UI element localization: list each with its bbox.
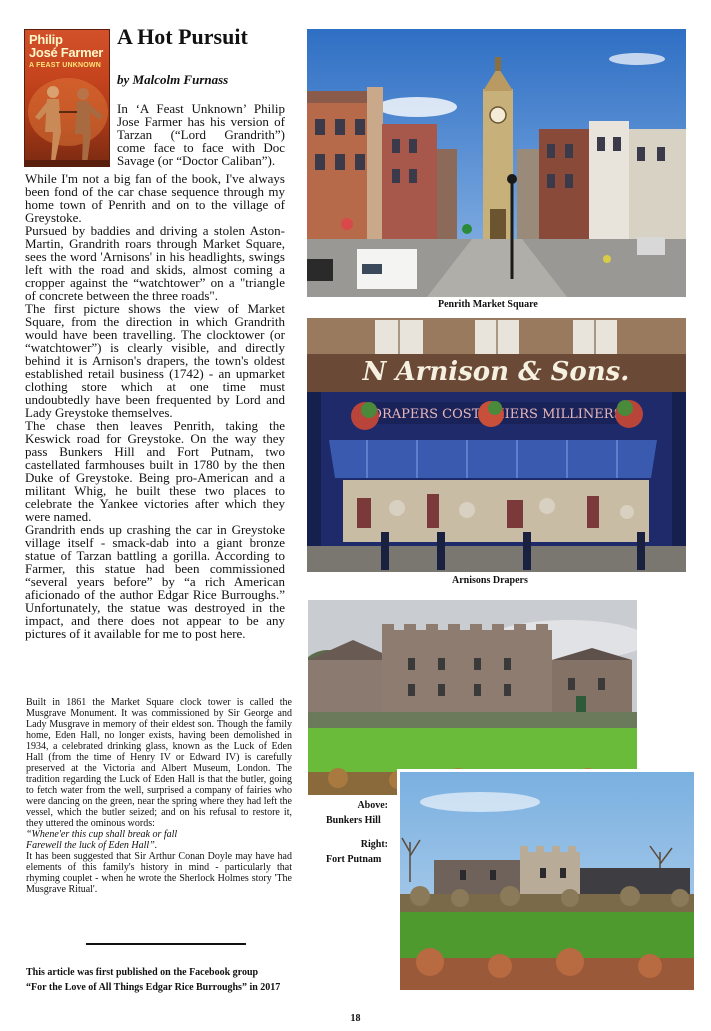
shop-sign-text: N Arnison & Sons. bbox=[362, 357, 630, 387]
article-paragraph: The chase then leaves Penrith, taking the Keswick road for Greystoke. On the way they pass Bunkers Hill and Fort Putnam, two castellated farmhouses built in 1780 by the then Duke of Greystoke. Being pro-American and a militant Whig, he built these two places to celebrate the Yankee victories after which they were named. bbox=[25, 418, 285, 524]
fort-putnam-caption: Fort Putnam bbox=[326, 854, 382, 865]
bunkers-hill-caption-label: Above: bbox=[357, 800, 388, 811]
bunkers-hill-caption: Bunkers Hill bbox=[326, 815, 381, 826]
publication-footnote bbox=[26, 965, 280, 995]
note-quote-line: “Whene'er this cup shall break or fall bbox=[26, 829, 178, 840]
note-paragraph: Built in 1861 the Market Square clock tower is called the Musgrave Monument. It was commissioned by Sir George and Lady Musgrave in memory of their eldest son. Though the family home, Eden Hall, no longer exists, having been demolished in 1934, a celebrated drinking glass, known as the Luck of Eden Hall (from the time of Henry IV or Edward IV) is carefully preserved at the Victoria and Albert Museum, London. The tradition regarding the Luck of Eden Hall is that the butler, going to fetch water from the well, surprised a company of fairies who were dancing on the green, near the spring where they had left the vessel, which the butler seized; and on his refusal to restore it, they uttered the ominous words: bbox=[26, 697, 292, 829]
footnote-line: “For the Love of All Things Edgar Rice Burroughs” in 2017 bbox=[26, 982, 281, 993]
fort-putnam-caption-label: Right: bbox=[360, 839, 388, 850]
arnisons-drapers-photo bbox=[307, 318, 686, 572]
footnote-line: This article was first published on the Facebook group bbox=[26, 967, 259, 978]
book-cover-title: A FEAST UNKNOWN bbox=[29, 62, 101, 69]
book-cover-author bbox=[29, 33, 103, 59]
book-cover-image bbox=[24, 29, 110, 167]
shop-fascia-text: DRAPERS MILLINERS bbox=[371, 407, 623, 422]
bunkers-hill-illustration bbox=[308, 600, 637, 795]
note-quote-line: Farewell the luck of Eden Hall”. bbox=[26, 840, 158, 851]
arnisons-drapers-caption: Arnisons Drapers bbox=[452, 575, 528, 586]
article-paragraph: Grandrith ends up crashing the car in Greystoke village itself - smack-dab into a giant bronze statue of Tarzan battling a gorilla. According to Farmer, this statue had been commissioned “several years before” by “a rich American aficionado of the author Edgar Rice Burroughs.” Unfortunately, the statue was destroyed in the impact, and there does not appear to be any pictures of it available for me to post here. bbox=[25, 522, 285, 641]
book-cover-illustration bbox=[25, 72, 110, 167]
fort-putnam-illustration bbox=[400, 772, 694, 990]
market-square-photo bbox=[307, 29, 686, 297]
market-square-illustration bbox=[307, 29, 686, 297]
article-intro: In ‘A Feast Unknown’ Philip Jose Farmer has his version of Tarzan (“Lord Grandrith”) come face to face with Doc Savage (or “Doctor Caliban”). bbox=[117, 101, 285, 168]
market-square-caption: Penrith Market Square bbox=[438, 299, 538, 310]
bunkers-hill-photo bbox=[308, 600, 637, 795]
article-title: A Hot Pursuit bbox=[117, 24, 248, 49]
fort-putnam-photo bbox=[397, 769, 694, 990]
article-byline: by Malcolm Furnass bbox=[117, 72, 229, 87]
note-paragraph: It has been suggested that Sir Arthur Conan Doyle may have had elements of this family's history in mind - particularly that rhyming couplet - when he wrote the Sherlock Holmes story 'The Musgrave Ritual'. bbox=[26, 851, 292, 895]
article-body bbox=[25, 172, 285, 640]
page-number: 18 bbox=[350, 1013, 361, 1024]
sidebar-note bbox=[26, 697, 292, 895]
article-paragraph: Pursued by baddies and driving a stolen Aston-Martin, Grandrith roars through Market Square, sees the word 'Arnisons' in his headlights, swings left with the road and skids, almost coming a cropper against the “watchtower” on a "triangle of concrete between the three roads". bbox=[25, 223, 285, 303]
article-paragraph: While I'm not a big fan of the book, I've always been fond of the car chase sequence through my home town of Penrith and on to the village of Greystoke. bbox=[25, 171, 285, 225]
article-paragraph: The first picture shows the view of Market Square, from the direction in which Grandrith would have been travelling. The clocktower (or “watchtower”) is clearly visible, and directly behind it is Arnison's drapers, the town's oldest established retail business (1742) - an upmarket clothing store which at one time must undoubtedly have been frequented by Lord and Lady Greystoke themselves. bbox=[25, 301, 285, 420]
divider-rule bbox=[86, 943, 246, 945]
book-cover-author-last: José Farmer bbox=[29, 45, 104, 60]
book-cover-author-first: Philip bbox=[29, 32, 63, 47]
arnisons-drapers-illustration bbox=[307, 318, 686, 572]
